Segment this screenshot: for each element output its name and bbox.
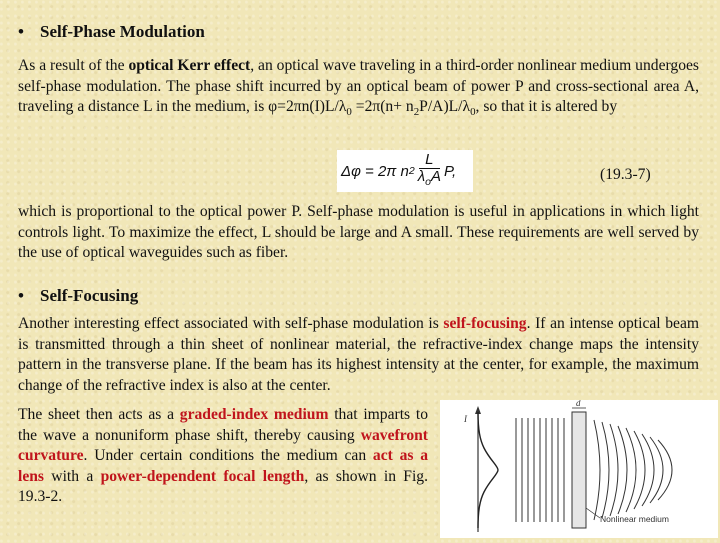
equation-rhs: P, bbox=[443, 162, 457, 180]
section-heading-self-phase bbox=[18, 22, 205, 42]
thickness-label-d: d bbox=[576, 400, 581, 408]
subscript: o bbox=[425, 176, 431, 188]
subscript: 0 bbox=[470, 106, 476, 119]
nonlinear-medium-slab bbox=[572, 412, 586, 528]
section-heading-self-focusing bbox=[18, 286, 138, 306]
paragraph-kerr bbox=[18, 56, 699, 123]
text-run: The sheet then acts as a bbox=[18, 406, 180, 423]
text-run: P/A)L/λ bbox=[419, 98, 471, 115]
figure-self-focusing bbox=[440, 400, 718, 538]
graded-index-term: graded-index medium bbox=[179, 406, 329, 423]
area-symbol: A bbox=[430, 168, 441, 185]
paragraph-graded-index bbox=[18, 405, 428, 508]
label-leader-line bbox=[586, 508, 600, 518]
heading-text: Self-Phase Modulation bbox=[40, 22, 205, 41]
text-run: As a result of the bbox=[18, 57, 129, 74]
text-run: with a bbox=[44, 467, 101, 485]
fraction-numerator: L bbox=[419, 152, 439, 169]
nonlinear-medium-label: Nonlinear medium bbox=[600, 514, 669, 524]
intensity-profile-curve bbox=[478, 412, 498, 528]
bullet-icon: • bbox=[18, 286, 24, 305]
equation-fraction bbox=[418, 152, 441, 190]
fraction-denominator bbox=[418, 169, 441, 190]
text-run: =2π(n+ n bbox=[351, 98, 414, 115]
self-focusing-diagram bbox=[440, 400, 718, 538]
text-run: , as shown in Fig. 19.3-2. bbox=[18, 467, 428, 505]
kerr-effect-term: optical Kerr effect bbox=[128, 57, 251, 74]
bullet-icon: • bbox=[18, 22, 24, 41]
text-run: , so that it is altered by bbox=[475, 98, 618, 115]
text-run: that imparts to the wave a nonuniform phase shift, thereby causing bbox=[18, 406, 428, 444]
paragraph-self-focusing bbox=[18, 314, 699, 396]
text-run: . If an intense optical beam is transmitted through a thin sheet of nonlinear material, the refractive-index change maps the intensity pattern in the transverse plane. If the beam has its highest intensity at the center, for example, the maximum change of the refractive index is also at the center. bbox=[18, 315, 699, 394]
lambda-symbol: λ bbox=[417, 168, 426, 185]
equation-19-3-7 bbox=[337, 150, 473, 192]
text-run: . Under certain conditions the medium can bbox=[83, 447, 373, 464]
paragraph-proportional: which is proportional to the optical power P. Self-phase modulation is useful in applications in which light controls light. To maximize the effect, L should be large and A small. These requirements are well served by the use of optical waveguides such as fiber. bbox=[18, 203, 699, 261]
heading-text: Self-Focusing bbox=[40, 286, 139, 305]
subscript: 0 bbox=[346, 106, 352, 119]
equation-number: (19.3-7) bbox=[600, 166, 651, 183]
text-run: Another interesting effect associated with self-phase modulation is bbox=[18, 315, 444, 332]
subscript: 2 bbox=[408, 165, 415, 177]
incoming-wavefronts bbox=[516, 418, 564, 522]
subscript: 2 bbox=[413, 106, 420, 119]
power-dependent-focal-length-term: power-dependent focal length bbox=[100, 467, 305, 485]
self-focusing-term: self-focusing bbox=[443, 315, 527, 332]
curved-wavefronts bbox=[594, 420, 672, 520]
axis-label-i: I bbox=[464, 414, 467, 424]
wavefront-curvature-term: wavefront curvature bbox=[18, 426, 428, 464]
text-run: , an optical wave traveling in a third-order nonlinear medium undergoes self-phase modulation. The phase shift incurred by an optical beam of power P and cross-sectional area A, traveling a distance L in the medium, is φ=2πn(I)L/λ bbox=[18, 57, 699, 115]
equation-lhs: Δφ = 2π n bbox=[341, 162, 409, 180]
act-as-lens-term: act as a lens bbox=[18, 447, 428, 485]
